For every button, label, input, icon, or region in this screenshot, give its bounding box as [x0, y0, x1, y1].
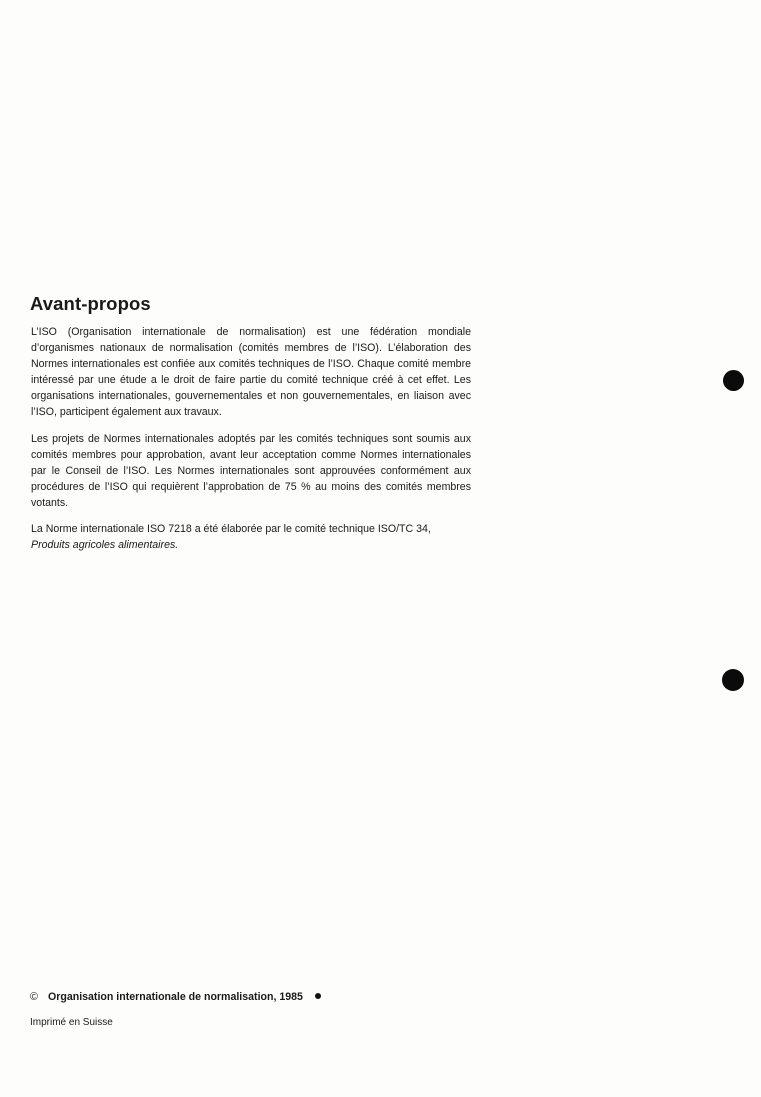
copyright-symbol: © [30, 991, 38, 1003]
copyright-line [30, 991, 321, 1003]
paragraph-standard-origin [31, 522, 471, 554]
paragraph-iso-intro: L’ISO (Organisation internationale de normalisation) est une fédération mondiale d’organismes nationaux de normalisation (comités membres de l’ISO). L’élaboration des Normes internationales est confiée aux comités techniques de l’ISO. Chaque comité membre intéressé par une étude a le droit de faire partie du comité technique créé à cet effet. Les organisations internationales, gouvernementales et non gouvernementales, en liaison avec l’ISO, participent également aux travaux. [31, 326, 471, 418]
copyright-text: Organisation internationale de normalisation, 1985 [48, 991, 303, 1003]
printed-in-notice: Imprimé en Suisse [30, 1017, 113, 1028]
bullet-icon [315, 993, 321, 999]
paragraph-approval-process: Les projets de Normes internationales adoptés par les comités techniques sont soumis aux comités membres pour approbation, avant leur acceptation comme Normes internationales par le Conseil de l’ISO. Les Normes internationales sont approuvées conformément aux procédures de l’ISO qui requièrent l’approbation de 75 % au moins des comités membres votants. [31, 433, 471, 509]
page-title: Avant-propos [30, 293, 151, 314]
paragraph-standard-origin-text: La Norme internationale ISO 7218 a été élaborée par le comité technique ISO/TC 34, [31, 523, 431, 535]
binding-hole-upper [723, 370, 744, 391]
binding-hole-lower [722, 669, 744, 691]
committee-title: Produits agricoles alimentaires. [31, 538, 179, 551]
